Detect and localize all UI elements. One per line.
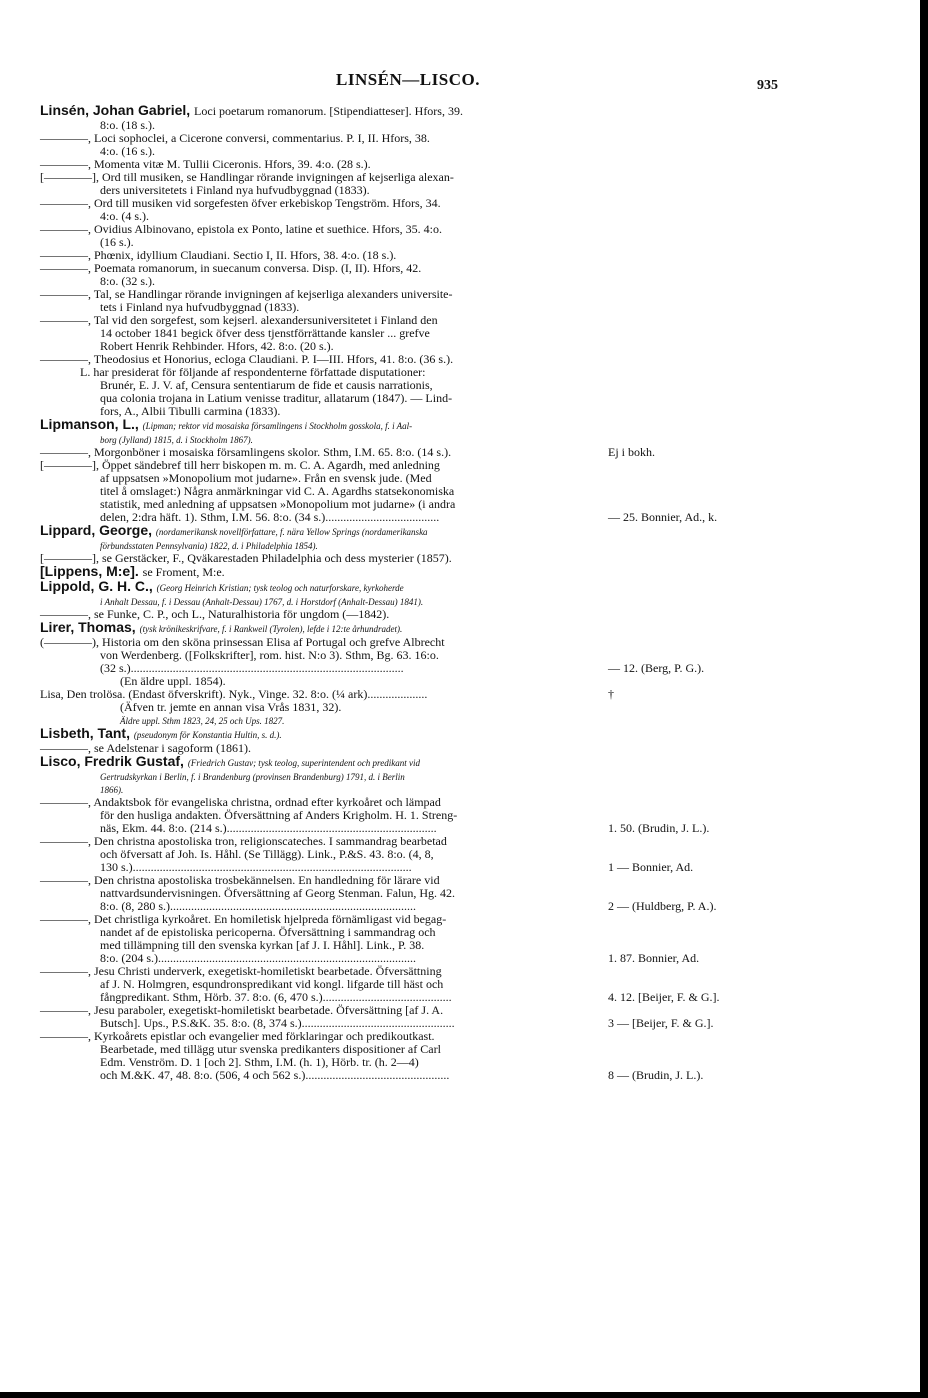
entry-text: (En äldre uppl. 1854). [120, 674, 226, 688]
entry-text: Loci poetarum romanorum. [Stipendiatteser]. Hfors, 39. [194, 104, 463, 118]
entry-text: ————, Theodosius et Honorius, ecloga Claudiani. P. I—III. Hfors, 41. 8:o. (36 s.). [40, 352, 454, 366]
entry-headword: Lipmanson, L., [40, 416, 143, 432]
price-publisher: 1. 50. (Brudin, J. L.). [608, 821, 710, 835]
page-title: LINSÉN—LISCO. [336, 70, 480, 89]
entry-text: ————, Loci sophoclei, a Cicerone conversi, commentarius. P. I, II. Hfors, 38. [40, 131, 430, 145]
entry-note: (pseudonym för Konstantia Hultin, s. d.). [133, 730, 282, 740]
line-text [120, 714, 284, 728]
entry-heading-line [40, 104, 780, 119]
price-publisher: 2 — (Huldberg, P. A.). [608, 899, 717, 913]
entry-text: näs, Ekm. 44. 8:o. (214 s.)...................................................................... [100, 821, 437, 835]
entry-line [40, 701, 780, 714]
entry-text: se Froment, M:e. [142, 565, 225, 579]
entry-text: [————], Öppet sändebref till herr biskopen m. m. C. A. Agardh, med anledning [40, 458, 440, 472]
entry-note: (tysk krönikeskrifvare, f. i Rankweil (Tyrolen), lefde i 12:te århundradet). [139, 624, 403, 634]
entry-note: (Lipman; rektor vid mosaiska församlingens i Stockholm gosskola, f. i Aal- [142, 421, 413, 431]
entry-text: Lisa, Den trolösa. (Endast öfverskrift). Nyk., Vinge. 32. 8:o. (¼ ark).................... [40, 687, 428, 701]
page-edge-bottom [0, 1392, 928, 1398]
entry-text: (————), Historia om den sköna prinsessan Elisa af Portugal och grefve Albrecht [40, 635, 445, 649]
entry-headword: [Lippens, M:e]. [40, 563, 143, 579]
entry-note: (nordamerikansk novellförfattare, f. nära Yellow Springs (nordamerikanska [155, 527, 428, 537]
line-text [40, 104, 463, 118]
entry-text: titel å omslaget:) Några anmärkningar vid C. A. Agardhs statsekonomiska [100, 484, 455, 498]
entry-line [40, 1069, 780, 1082]
entry-text: af uppsatsen »Monopolium mot judarne». Från en svensk jude. (Med [100, 471, 432, 485]
entry-text: ————, Poemata romanorum, in suecanum conversa. Disp. (I, II). Hfors, 42. [40, 261, 422, 275]
entry-text: statistik, med anledning af uppsatsen »Monopolium mot judarne» (i andra [100, 497, 456, 511]
price-publisher: — 12. (Berg, P. G.). [608, 661, 705, 675]
page-header [0, 70, 928, 94]
line-text [40, 524, 428, 539]
entry-note: (Georg Heinrich Kristian; tysk teolog och naturforskare, kyrkoherde [156, 583, 404, 593]
entry-headword: Lippold, G. H. C., [40, 578, 157, 594]
entry-line [40, 608, 780, 621]
line-text [40, 727, 282, 742]
catalog-entries [40, 104, 780, 1082]
entry-heading-line [40, 621, 780, 636]
line-text [40, 418, 412, 433]
entry-text: ————, Jesu Christi underverk, exegetiskt-homiletiskt bearbetade. Öfversättning [40, 964, 442, 978]
entry-text: 8:o. (18 s.). [100, 118, 155, 132]
entry-text: af J. N. Holmgren, esqundronspredikant vid kongl. lifgarde till häst och [100, 977, 444, 991]
entry-text: delen, 2:dra häft. 1). Sthm, I.M. 56. 8:o. (34 s.)...................................... [100, 510, 440, 524]
price-publisher: 1. 87. Bonnier, Ad. [608, 951, 700, 965]
entry-text: ————, se Funke, C. P., och L., Naturalhistoria för ungdom (—1842). [40, 607, 390, 621]
entry-text: 130 s.)............................................................................................. [100, 860, 412, 874]
price-publisher: 4. 12. [Beijer, F. & G.]. [608, 990, 720, 1004]
entry-text: ————, Den christna apostoliska tron, religionscateches. I sammandrag bearbetad [40, 834, 447, 848]
entry-line [40, 714, 780, 727]
entry-heading-line [40, 755, 780, 770]
entry-headword: Lisco, Fredrik Gustaf, [40, 753, 188, 769]
entry-text: ————, Phœnix, idyllium Claudiani. Sectio I, II. Hfors, 38. 4:o. (18 s.). [40, 248, 397, 262]
entry-note: Äldre uppl. Sthm 1823, 24, 25 och Ups. 1827. [120, 716, 285, 726]
entry-text: Bearbetade, med tillägg utur svenska predikanters dispositioner af Carl [100, 1042, 441, 1056]
entry-text: nandet af de epistoliska pericoperna. Öfversättning i sammandrag och [100, 925, 436, 939]
price-publisher: † [608, 687, 614, 701]
entry-text: nattvardsundervisningen. Öfversättning af Georg Stenman. Falun, Hg. 42. [100, 886, 456, 900]
entry-text: och öfversatt af Joh. Is. Håhl. (Se Tillägg). Link., P.&S. 43. 8:o. (4, 8, [100, 847, 434, 861]
entry-headword: Linsén, Johan Gabriel, [40, 102, 195, 118]
entry-line [40, 223, 780, 236]
entry-text: ————, Den christna apostoliska trosbekännelsen. En handledning för lärare vid [40, 873, 440, 887]
entry-text: ————, Kyrkoårets epistlar och evangelier med förklaringar och predikoutkast. [40, 1029, 435, 1043]
entry-heading-line [40, 580, 780, 595]
entry-text: 4:o. (16 s.). [100, 144, 155, 158]
entry-text: ————, se Adelstenar i sagoform (1861). [40, 741, 251, 755]
entry-text: ders universitetets i Finland nya hufvudbyggnad (1833). [100, 183, 370, 197]
line-text [40, 580, 404, 595]
entry-heading-line [40, 727, 780, 742]
entry-heading-line [40, 524, 780, 539]
price-publisher: — 25. Bonnier, Ad., k. [608, 510, 718, 524]
entry-line [40, 770, 780, 783]
price-publisher: 1 — Bonnier, Ad. [608, 860, 694, 874]
entry-text: (Äfven tr. jemte en annan visa Vrås 1831, 32). [120, 700, 342, 714]
entry-text: Edm. Venström. D. 1 [och 2]. Sthm, I.M. (h. 1), Hörb. tr. (h. 2—4) [100, 1055, 419, 1069]
entry-text: qua colonia trojana in Latium venisse traditur, allatarum (1847). — Lind- [100, 391, 453, 405]
entry-text: ————, Momenta vitæ M. Tullii Ciceronis. Hfors, 39. 4:o. (28 s.). [40, 157, 371, 171]
price-publisher: 8 — (Brudin, J. L.). [608, 1068, 704, 1082]
entry-text: L. har presiderat för följande af respondenterne författade disputationer: [80, 365, 426, 379]
entry-text: 4:o. (4 s.). [100, 209, 149, 223]
entry-line [40, 552, 780, 565]
entry-text: ————, Morgonböner i mosaiska församlingens skolor. Sthm, I.M. 65. 8:o. (14 s.). [40, 445, 452, 459]
entry-line [40, 197, 780, 210]
entry-note: 1866). [100, 785, 124, 795]
entry-text: ————, Jesu paraboler, exegetiskt-homiletiskt bearbetade. Öfversättning [af J. A. [40, 1003, 444, 1017]
page-edge-right [920, 0, 928, 1398]
entry-text: ————, Det christliga kyrkoåret. En homiletisk hjelpreda förnämligast vid begag- [40, 912, 447, 926]
entry-text: för den husliga andakten. Öfversättning af Anders Krigholm. H. 1. Streng- [100, 808, 458, 822]
entry-text: och M.&K. 47, 48. 8:o. (506, 4 och 562 s.)................................................ [100, 1068, 450, 1082]
entry-note: borg (Jylland) 1815, d. i Stockholm 1867). [100, 435, 253, 445]
entry-text: (32 s.)........................................................................................... [100, 661, 404, 675]
entry-text: [————], se Gerstäcker, F., Qväkarestaden Philadelphia och dess mysterier (1857). [40, 551, 452, 565]
entry-text: Butsch]. Ups., P.S.&K. 35. 8:o. (8, 374 s.)................................................... [100, 1016, 455, 1030]
entry-text: tets i Finland nya hufvudbyggnad (1833). [100, 300, 300, 314]
line-text [100, 770, 405, 784]
entry-headword: Lisbeth, Tant, [40, 725, 134, 741]
entry-text: 8:o. (204 s.)...................................................................................... [100, 951, 416, 965]
entry-text: Brunér, E. J. V. af, Censura sententiarum de fide et causis narrationis, [100, 378, 433, 392]
entry-text: ————, Tal vid den sorgefest, som kejserl. alexandersuniversitetet i Finland den [40, 313, 438, 327]
entry-text: fors, A., Albii Tibulli carmina (1833). [100, 404, 281, 418]
price-publisher: Ej i bokh. [608, 445, 655, 459]
line-text [40, 565, 225, 579]
line-text [40, 132, 430, 145]
entry-text: [————], Ord till musiken, se Handlingar rörande invigningen af kejserliga alexan- [40, 170, 454, 184]
entry-text: ————, Ovidius Albinovano, epistola ex Ponto, latine et suethice. Hfors, 35. 4:o. [40, 222, 442, 236]
entry-text: 8:o. (32 s.). [100, 274, 155, 288]
entry-text: med tillämpning till den svenska kyrkan [af J. I. Håhl]. Link., P. 38. [100, 938, 425, 952]
entry-line [40, 405, 780, 418]
entry-headword: Lirer, Thomas, [40, 619, 140, 635]
entry-note: (Friedrich Gustav; tysk teolog, superintendent och predikant vid [187, 758, 420, 768]
entry-text: 8:o. (8, 280 s.).................................................................................. [100, 899, 416, 913]
entry-note: Gertrudskyrkan i Berlin, f. i Brandenburg (provinsen Brandenburg) 1791, d. i Berlin [100, 772, 405, 782]
entry-note: i Anhalt Dessau, f. i Dessau (Anhalt-Dessau) 1767, d. i Horstdorf (Anhalt-Dessau) 1841). [100, 597, 424, 607]
entry-text: Robert Henrik Rehbinder. Hfors, 42. 8:o. (20 s.). [100, 339, 334, 353]
line-text [40, 621, 402, 636]
entry-text: ————, Tal, se Handlingar rörande invigningen af kejserliga alexanders universite- [40, 287, 453, 301]
line-text [120, 701, 341, 714]
entry-note: förbundsstaten Pennsylvania) 1822, d. i Philadelphia 1854). [100, 541, 318, 551]
line-text [40, 755, 420, 770]
entry-text: von Werdenberg. ([Folkskrifter], rom. hist. N:o 3). Sthm, Bg. 63. 16:o. [100, 648, 439, 662]
page-number: 935 [757, 78, 778, 93]
entry-text: ————, Ord till musiken vid sorgefesten öfver erkebiskop Tengström. Hfors, 34. [40, 196, 441, 210]
entry-text: 14 october 1841 begick öfver dess tjenstförrättande kansler ... grefve [100, 326, 430, 340]
price-publisher: 3 — [Beijer, F. & G.]. [608, 1016, 714, 1030]
entry-heading-line [40, 418, 780, 433]
entry-text: ————, Andaktsbok för evangeliska christna, ordnad efter kyrkoåret och lämpad [40, 795, 441, 809]
entry-text: (16 s.). [100, 235, 134, 249]
line-text [100, 1069, 449, 1082]
line-text [40, 262, 421, 275]
entry-headword: Lippard, George, [40, 522, 156, 538]
entry-text: fångpredikant. Sthm, Hörb. 37. 8:o. (6, 470 s.)........................................... [100, 990, 452, 1004]
